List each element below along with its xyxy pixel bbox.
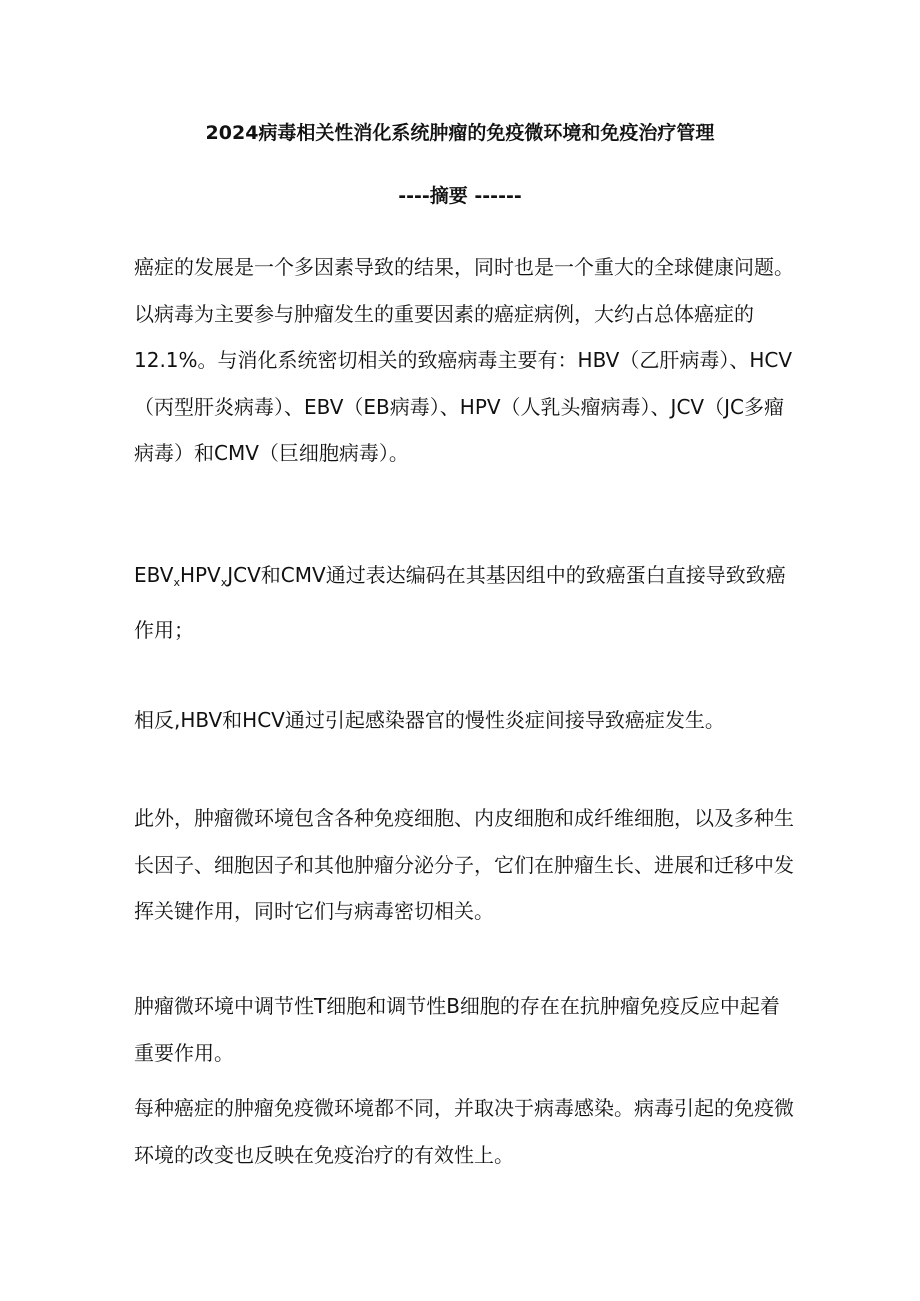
paragraph-immunotherapy: 每种癌症的肿瘤免疫微环境都不同，并取决于病毒感染。病毒引起的免疫微环境的改变也反映在免疫治疗的有效性上。 (134, 1096, 794, 1167)
paragraph-indirect-oncogenesis: 相反,HBV和HCV通过引起感染器官的慢性炎症间接导致癌症发生。 (134, 708, 725, 732)
section-heading-abstract: ----摘要 ------ (398, 185, 522, 207)
paragraph-tumor-microenvironment: 此外，肿瘤微环境包含各种免疫细胞、内皮细胞和成纤维细胞，以及多种生长因子、细胞因子和其他肿瘤分泌分子，它们在肿瘤生长、进展和迁移中发挥关键作用，同时它们与病毒密切相关。 (134, 806, 794, 923)
paragraph-direct-oncogenesis (134, 552, 796, 653)
subscript-x-1: x (173, 576, 180, 589)
paragraph-intro: 癌症的发展是一个多因素导致的结果，同时也是一个重大的全球健康问题。以病毒为主要参与肿瘤发生的重要因素的癌症病例，大约占总体癌症的12.1%。与消化系统密切相关的致癌病毒主要有：HBV（乙肝病毒）、HCV（丙型肝炎病毒）、EBV（EB病毒）、HPV（人乳头瘤病毒）、JCV（JC多瘤病毒）和CMV（巨细胞病毒）。 (134, 255, 794, 465)
text-ebv: EBV (134, 563, 174, 587)
text-hpv: HPV (179, 563, 221, 587)
document-title: 2024病毒相关性消化系统肿瘤的免疫微环境和免疫治疗管理 (205, 122, 715, 144)
text-jcv-cmv: JCV和CMV通过表达编码在其基因组中的致癌蛋白直接导致致癌作用； (134, 563, 786, 642)
subscript-x-2: x (220, 576, 228, 589)
paragraph-regulatory-cells: 肿瘤微环境中调节性T细胞和调节性B细胞的存在在抗肿瘤免疫反应中起着重要作用。 (134, 994, 780, 1065)
